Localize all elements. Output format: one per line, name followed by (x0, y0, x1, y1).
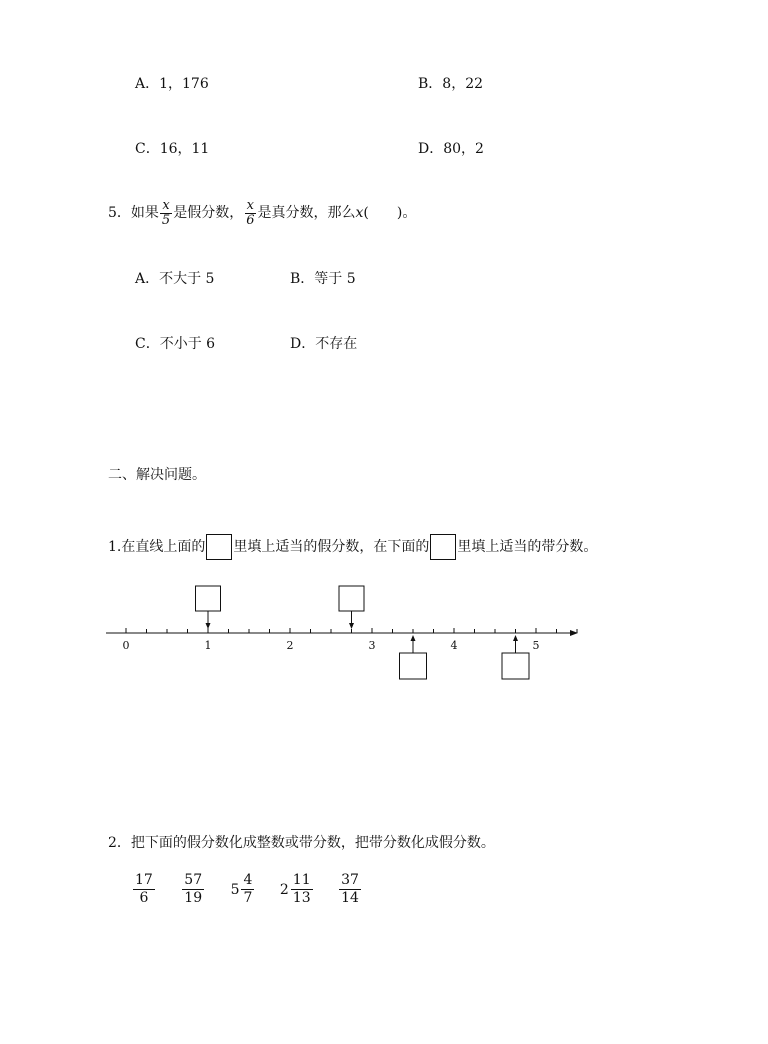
answer-box-above (339, 586, 364, 611)
fraction-denominator: 6 (246, 212, 255, 228)
q5-variable: x (355, 205, 364, 221)
fraction-57-19 (182, 872, 204, 907)
fraction-17-6 (133, 872, 155, 907)
q5-question (108, 197, 416, 229)
p1-text-part2: 里填上适当的假分数，在下面的 (233, 539, 430, 555)
q5-fraction-x-over-5 (160, 199, 172, 228)
q5-prefix: 如果 (130, 205, 159, 221)
fraction-numerator: x (162, 197, 170, 213)
section-title: 二、解决问题。 (108, 467, 206, 483)
p1-instruction (108, 532, 597, 562)
tick-label-1: 1 (204, 639, 212, 652)
fraction-denominator: 19 (184, 890, 203, 906)
tick-label-5: 5 (532, 639, 540, 652)
arrow-down-icon (206, 623, 211, 629)
fraction-denominator: 13 (292, 890, 311, 906)
answer-box-icon (430, 534, 456, 560)
q4-option-a: A．1，176 (135, 76, 209, 92)
p2-fraction-list (132, 872, 362, 907)
tick-label-3: 3 (368, 639, 376, 652)
q5-option-b: B．等于 5 (290, 271, 356, 287)
mixed-fraction (291, 872, 313, 907)
q4-option-b: B．8，22 (418, 76, 484, 92)
mixed-whole: 2 (279, 881, 289, 898)
p1-text-part1: 1.在直线上面的 (108, 539, 206, 555)
mixed-number-5-4-7 (231, 872, 256, 907)
answer-box-above (196, 586, 221, 611)
q5-mid1: 是假分数， (173, 205, 244, 221)
p1-text-part3: 里填上适当的带分数。 (457, 539, 598, 555)
fraction-denominator: 6 (139, 890, 149, 906)
tick-label-4: 4 (450, 639, 458, 652)
fraction-numerator: 17 (135, 872, 153, 888)
tick-label-2: 2 (286, 639, 294, 652)
q5-option-a: A．不大于 5 (135, 271, 215, 287)
fraction-numerator: 4 (243, 872, 253, 888)
mixed-number-2-11-13 (280, 872, 314, 907)
arrow-down-icon (349, 623, 354, 629)
fraction-denominator: 14 (341, 890, 359, 906)
fraction-numerator: x (246, 197, 255, 213)
q5-answer-blank: ( )。 (363, 205, 417, 221)
answer-box-below (400, 653, 427, 679)
p2-instruction: 2．把下面的假分数化成整数或带分数，把带分数化成假分数。 (108, 835, 495, 851)
fraction-37-14 (339, 872, 361, 907)
q5-mid2: 是真分数，那么 (257, 205, 356, 221)
tick-label-0: 0 (122, 639, 130, 652)
answer-box-icon (206, 534, 232, 560)
mixed-fraction (241, 872, 254, 907)
q5-fraction-x-over-6 (244, 199, 256, 228)
q5-option-d: D．不存在 (290, 336, 358, 352)
fraction-numerator: 11 (292, 872, 311, 888)
q4-option-c: C．16，11 (135, 141, 210, 157)
fraction-denominator: 5 (161, 212, 171, 228)
number-line (100, 575, 590, 685)
fraction-numerator: 37 (341, 872, 359, 888)
q4-option-d: D．80，2 (418, 141, 484, 157)
fraction-denominator: 7 (243, 890, 253, 906)
mixed-whole: 5 (230, 881, 240, 898)
answer-box-below (502, 653, 529, 679)
q5-number: 5． (108, 205, 131, 221)
q5-option-c: C．不小于 6 (135, 336, 216, 352)
fraction-numerator: 57 (184, 872, 203, 888)
